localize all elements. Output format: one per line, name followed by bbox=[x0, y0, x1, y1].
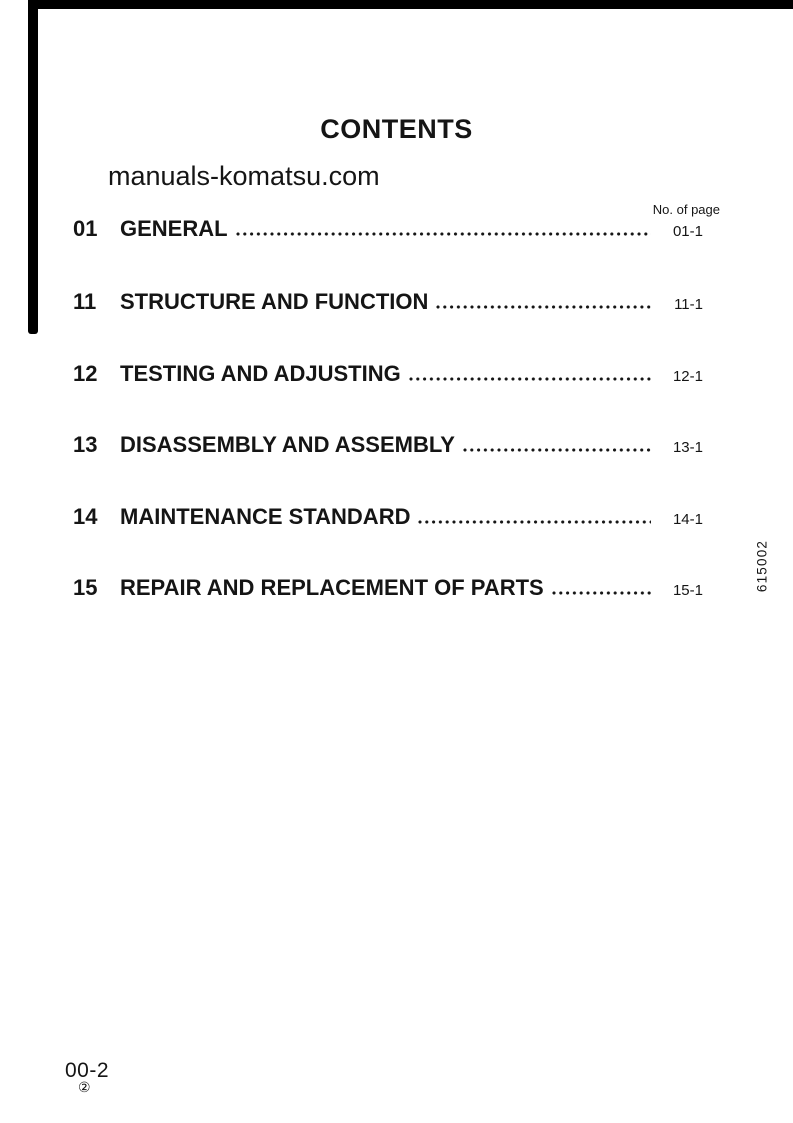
watermark-text: manuals-komatsu.com bbox=[108, 161, 380, 191]
chapter-number: 15 bbox=[73, 575, 98, 600]
dot-leader bbox=[418, 520, 651, 524]
chapter-number: 14 bbox=[73, 504, 98, 529]
footnote-circled-2-mark: ② bbox=[78, 1079, 91, 1095]
chapter-title: REPAIR AND REPLACEMENT OF PARTS bbox=[120, 575, 544, 600]
dot-leader bbox=[436, 305, 651, 309]
scan-artifact-top-bar bbox=[30, 0, 793, 9]
chapter-number: 12 bbox=[73, 361, 98, 386]
page-column-header: No. of page bbox=[652, 202, 720, 217]
toc-row bbox=[73, 504, 703, 530]
toc-row bbox=[73, 432, 703, 458]
chapter-title: STRUCTURE AND FUNCTION bbox=[120, 289, 429, 314]
page-ref: 15-1 bbox=[672, 582, 703, 599]
toc-row bbox=[73, 216, 703, 242]
chapter-title: TESTING AND ADJUSTING bbox=[120, 361, 401, 386]
dot-leader bbox=[236, 232, 651, 236]
dot-leader bbox=[552, 591, 651, 595]
page-ref: 14-1 bbox=[672, 511, 703, 528]
chapter-title: MAINTENANCE STANDARD bbox=[120, 504, 411, 529]
chapter-title: GENERAL bbox=[120, 216, 228, 241]
toc-row bbox=[73, 575, 703, 601]
toc-row bbox=[73, 289, 703, 315]
chapter-number: 11 bbox=[73, 289, 97, 314]
chapter-number: 13 bbox=[73, 432, 98, 457]
page-ref: 13-1 bbox=[672, 439, 703, 456]
chapter-number: 01 bbox=[73, 216, 98, 241]
page-title: CONTENTS bbox=[320, 114, 473, 144]
chapter-title: DISASSEMBLY AND ASSEMBLY bbox=[120, 432, 455, 457]
page-ref: 01-1 bbox=[672, 223, 703, 240]
toc-row bbox=[73, 361, 703, 387]
scan-artifact-left-bar bbox=[28, 0, 38, 334]
form-number-vertical: 615002 bbox=[754, 539, 770, 593]
footer-page-number: 00-2 bbox=[65, 1059, 110, 1082]
dot-leader bbox=[463, 448, 651, 452]
dot-leader bbox=[409, 377, 651, 381]
page-ref: 12-1 bbox=[672, 368, 703, 385]
page-ref: 11-1 bbox=[674, 296, 703, 313]
